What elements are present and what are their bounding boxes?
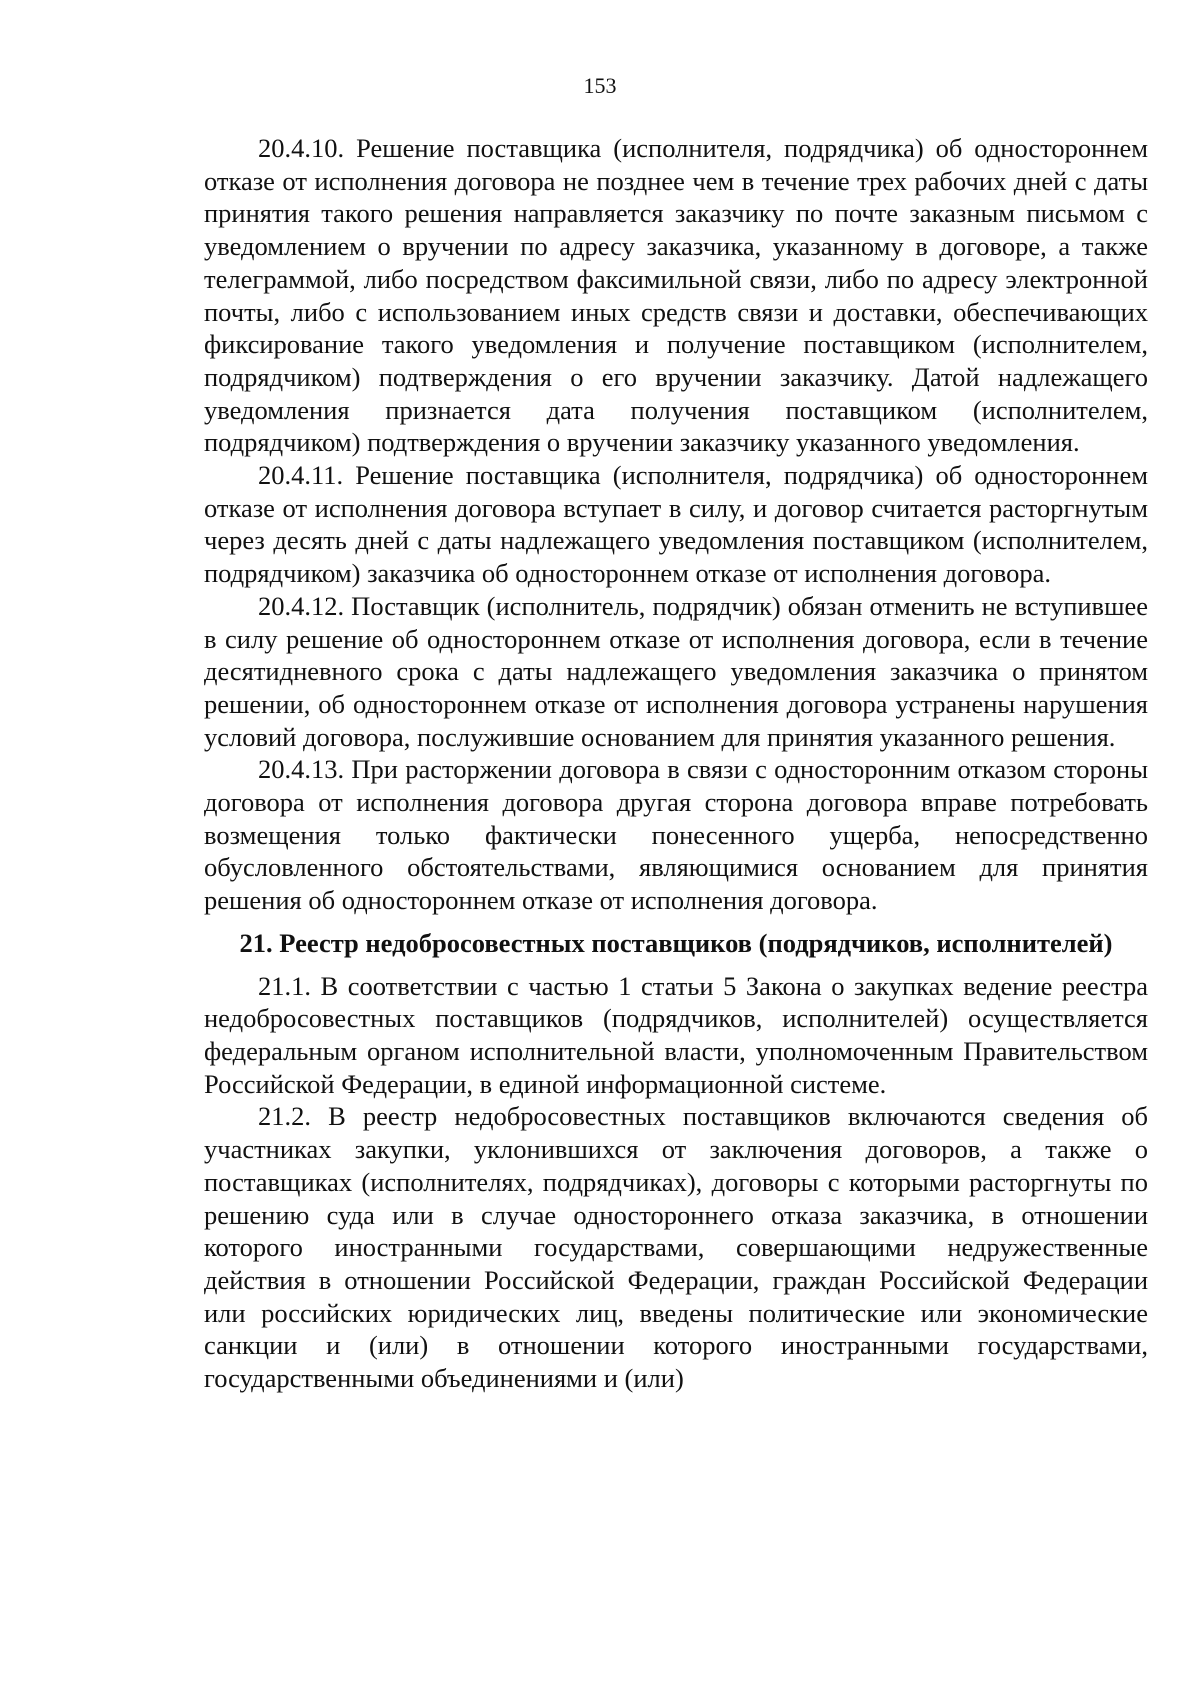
document-body bbox=[204, 132, 1148, 1395]
paragraph-20-4-12: 20.4.12. Поставщик (исполнитель, подрядчик) обязан отменить не вступившее в силу решение об одностороннем отказе от исполнения договора, если в течение десятидневного срока с даты надлежащего уведомления заказчика о принятом решении, об одностороннем отказе от исполнения договора устранены нарушения условий договора, послужившие основанием для принятия указанного решения. bbox=[204, 590, 1148, 752]
paragraph-21-2: 21.2. В реестр недобросовестных поставщиков включаются сведения об участниках закупки, уклонившихся от заключения договоров, а также о поставщиках (исполнителях, подрядчиках), договоры с которыми расторгнуты по решению суда или в случае одностороннего отказа заказчика, в отношении которого иностранными государствами, совершающими недружественные действия в отношении Российской Федерации, граждан Российской Федерации или российских юридических лиц, введены политические или экономические санкции и (или) в отношении которого иностранными государствами, государственными объединениями и (или) bbox=[204, 1101, 1148, 1394]
section-title: 21. Реестр недобросовестных поставщиков (подрядчиков, исполнителей) bbox=[239, 927, 1113, 958]
paragraph-20-4-13: 20.4.13. При расторжении договора в связи с односторонним отказом стороны договора от исполнения договора другая сторона договора вправе потребовать возмещения только фактически понесенного ущерба, непосредственно обусловленного обстоятельствами, являющимися основанием для принятия решения об одностороннем отказе от исполнения договора. bbox=[204, 754, 1148, 916]
paragraph-20-4-10: 20.4.10. Решение поставщика (исполнителя, подрядчика) об одностороннем отказе от исполнения договора не позднее чем в течение трех рабочих дней с даты принятия такого решения направляется заказчику по почте заказным письмом с уведомлением о вручении по адресу заказчика, указанному в договоре, а также телеграммой, либо посредством факсимильной связи, либо по адресу электронной почты, либо с использованием иных средств связи и доставки, обеспечивающих фиксирование такого уведомления и получение поставщиком (исполнителем, подрядчиком) подтверждения о его вручении заказчику. Датой надлежащего уведомления признается дата получения поставщиком (исполнителем, подрядчиком) подтверждения о вручении заказчику указанного уведомления. bbox=[204, 133, 1148, 458]
paragraph-21-1: 21.1. В соответствии с частью 1 статьи 5 Закона о закупках ведение реестра недобросовестных поставщиков (подрядчиков, исполнителей) осуществляется федеральным органом исполнительной власти, уполномоченным Правительством Российской Федерации, в единой информационной системе. bbox=[204, 970, 1148, 1099]
page-number: 153 bbox=[583, 73, 617, 98]
paragraph-20-4-11: 20.4.11. Решение поставщика (исполнителя, подрядчика) об одностороннем отказе от исполнения договора вступает в силу, и договор считается расторгнутым через десять дней с даты надлежащего уведомления поставщиком (исполнителем, подрядчиком) заказчика об одностороннем отказе от исполнения договора. bbox=[204, 460, 1148, 589]
